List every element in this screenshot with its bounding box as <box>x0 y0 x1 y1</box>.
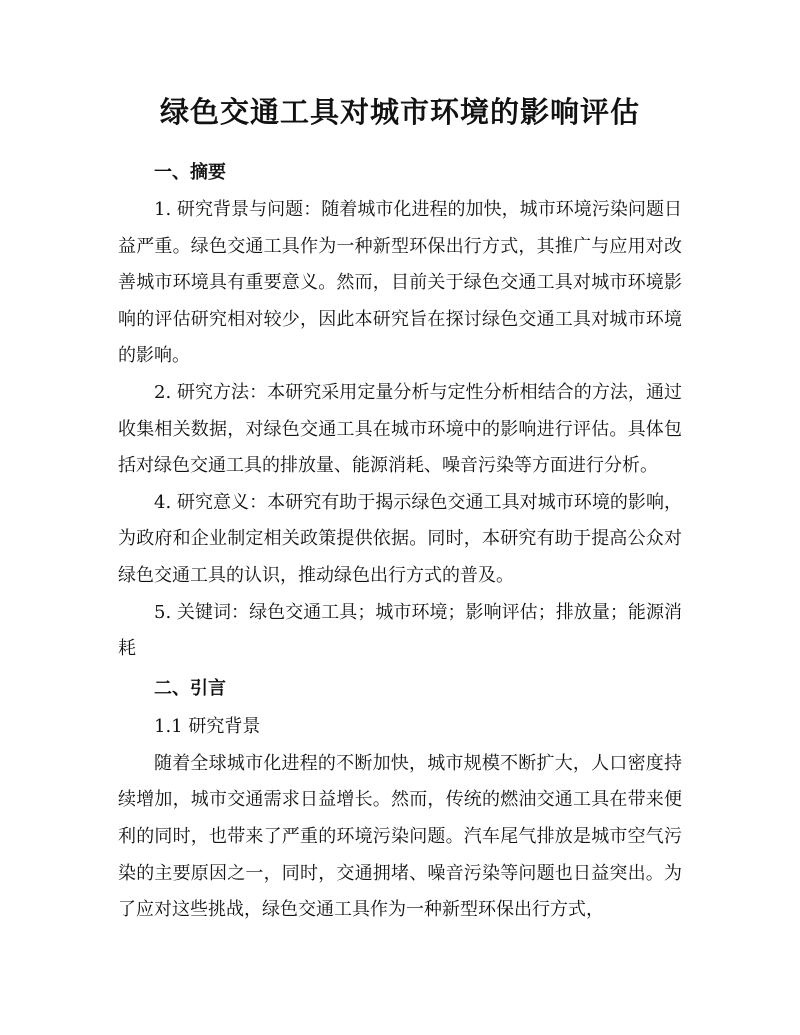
abstract-paragraph-significance: 4. 研究意义：本研究有助于揭示绿色交通工具对城市环境的影响，为政府和企业制定相关政策提供依据。同时，本研究有助于提高公众对绿色交通工具的认识，推动绿色出行方式的普及。 <box>118 491 682 586</box>
document-title: 绿色交通工具对城市环境的影响评估 <box>159 95 640 129</box>
section-heading-introduction: 二、引言 <box>154 677 226 699</box>
subsection-heading-background: 1.1 研究背景 <box>154 715 261 737</box>
abstract-paragraph-keywords: 5. 关键词：绿色交通工具；城市环境；影响评估；排放量；能源消耗 <box>118 601 682 660</box>
section-heading-abstract: 一、摘要 <box>154 162 226 183</box>
abstract-paragraph-background: 1. 研究背景与问题：随着城市化进程的加快，城市环境污染问题日益严重。绿色交通工具作为一种新型环保出行方式，其推广与应用对改善城市环境具有重要意义。然而，目前关于绿色交通工具对城市环境影响的评估研究相对较少，因此本研究旨在探讨绿色交通工具对城市环境的影响。 <box>118 199 682 367</box>
abstract-paragraph-method: 2. 研究方法：本研究采用定量分析与定性分析相结合的方法，通过收集相关数据，对绿色交通工具在城市环境中的影响进行评估。具体包括对绿色交通工具的排放量、能源消耗、噪音污染等方面进行分析。 <box>118 381 682 477</box>
introduction-paragraph: 随着全球城市化进程的不断加快，城市规模不断扩大，人口密度持续增加，城市交通需求日益增长。然而，传统的燃油交通工具在带来便利的同时，也带来了严重的环境污染问题。汽车尾气排放是城市空气污染的主要原因之一，同时，交通拥堵、噪音污染等问题也日益突出。为了应对这些挑战，绿色交通工具作为一种新型环保出行方式， <box>118 752 682 921</box>
